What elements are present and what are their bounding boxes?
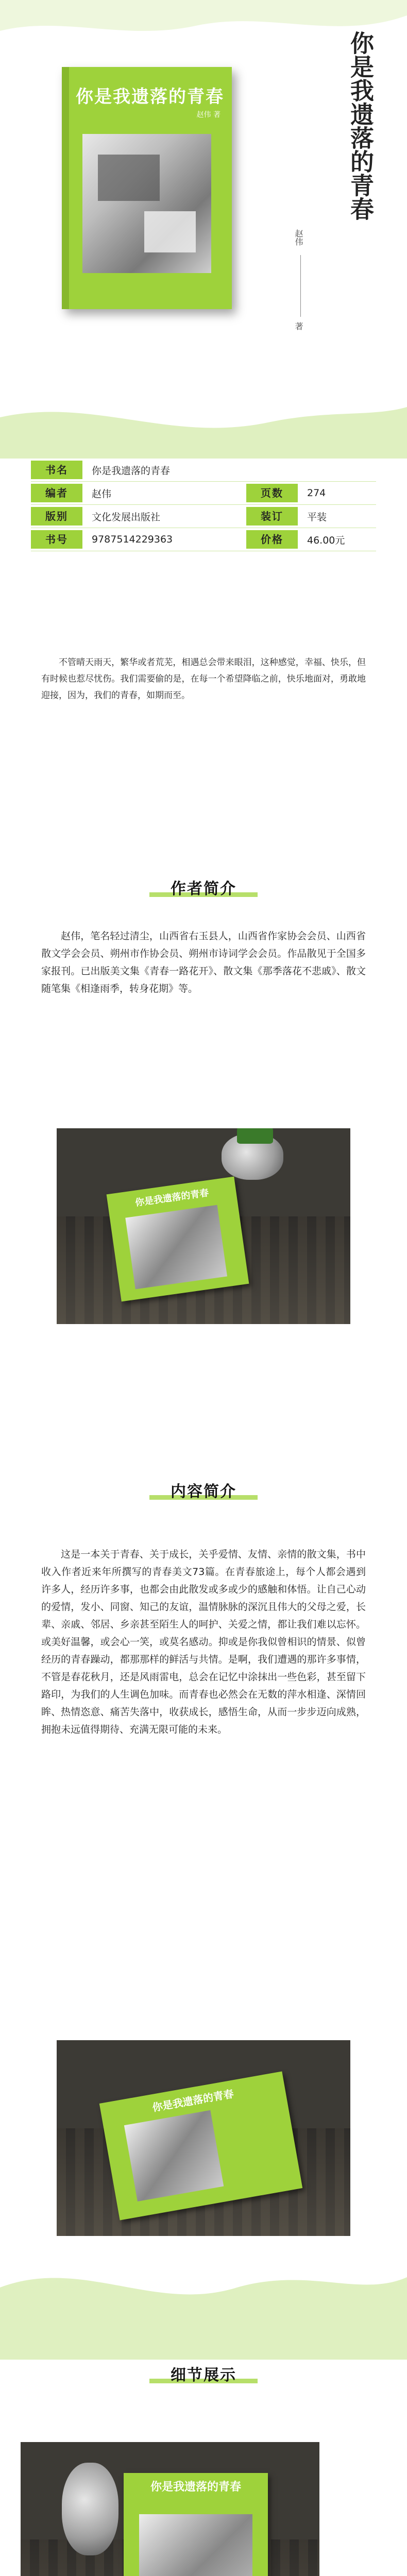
info-row-isbn	[31, 528, 376, 551]
intro-paragraph: 不管晴天雨天，繁华或者荒芜，相遇总会带来眼泪，这种感觉，幸福、快乐，但有时候也惹尽忧伤。我们需要偷的是，在每一个希望降临之前，快乐地面对，勇敢地迎接，因为，我们的青春，如期而至。	[41, 657, 366, 701]
photo-book-image	[139, 2514, 252, 2576]
detail-photo-1	[21, 2442, 319, 2576]
info-row-publisher	[31, 505, 376, 528]
product-photo-2	[57, 2040, 350, 2236]
info-label: 装订	[246, 507, 298, 526]
book-spine	[62, 67, 69, 309]
photo-book-image	[124, 2110, 224, 2201]
photo-book-title: 你是我遗落的青春	[150, 2480, 241, 2494]
content-summary: 这是一本关于青春、关于成长，关乎爱情、友情、亲情的散文集，书中收入作者近来年所撰写的青春美文73篇。在青春旅途上，每个人都会遇到许多人，经历许多事，也都会由此散发或多或少的感触和体悟。让自己心动的爱情，发小、同窗、知己的友谊，温情脉脉的深沉且伟大的父母之爱，长辈、亲戚、邻居、乡亲甚至陌生人的呵护、关爱之情，都让我们难以忘怀。或美好温馨，或会心一笑，或莫名感动。抑或是你我似曾相识的情景、似曾经历的青春躁动，都那那样的鲜活与共情。是啊，我们遭遇的那许多事情，不管是春花秋月，还是风雨雷电，总会在记忆中涂抹出一些色彩，甚至留下路印，为我们的人生调色加味。而青春也必然会在无数的萍水相逢、深情回眸、热情恣意、痛苦失落中，收获成长，感悟生命，从而一步步迈向成熟，拥抱未远值得期待、充满无限可能的未来。	[41, 1549, 366, 1735]
info-label: 版别	[31, 507, 82, 526]
photo-book	[124, 2473, 268, 2576]
info-value: 你是我遗落的青春	[92, 465, 171, 477]
info-label: 书名	[31, 461, 82, 479]
photo-vase	[62, 2463, 118, 2555]
info-value: 平装	[307, 511, 327, 523]
cover-photo	[82, 134, 211, 273]
info-label: 页数	[246, 484, 298, 502]
cover-author: 赵伟 著	[196, 111, 221, 119]
book-info-table	[31, 459, 376, 551]
info-value: 赵伟	[92, 488, 112, 500]
info-row-editor	[31, 482, 376, 505]
info-value: 文化发展出版社	[92, 511, 161, 523]
green-wave-divider	[0, 2257, 407, 2360]
green-wave-divider	[0, 397, 407, 459]
cover-title: 你是我遗落的青春	[76, 87, 224, 107]
section-title-author: 作者简介	[171, 880, 236, 898]
photo-book	[107, 1177, 249, 1302]
cover-photo-shade	[98, 155, 160, 201]
hero-section	[0, 0, 407, 412]
product-photo-1	[57, 1128, 350, 1324]
section-title-content: 内容简介	[171, 1483, 236, 1501]
vertical-author-suffix: 著	[294, 322, 303, 330]
vertical-title: 你是我遗落的青春	[347, 31, 375, 221]
info-value: 46.00元	[307, 534, 345, 546]
info-label: 书号	[31, 530, 82, 549]
author-divider-line	[300, 255, 301, 317]
photo-book-title: 你是我遗落的青春	[134, 1187, 210, 1209]
photo-plant	[237, 1128, 273, 1144]
cover-photo-highlight	[144, 211, 196, 252]
info-label: 价格	[246, 530, 298, 549]
photo-book-title: 你是我遗落的青春	[151, 2087, 235, 2114]
info-row-title	[31, 459, 376, 482]
photo-book-image	[125, 1205, 227, 1290]
author-bio: 赵伟，笔名轻过清尘，山西省右玉县人，山西省作家协会会员、山西省散文学会会员、朔州市作协会员、朔州市诗词学会会员。作品散见于全国多家报刊。已出版美文集《青春一路花开》、散文集《那季落花不悲戚》、散文随笔集《相逢雨季，转身花期》等。	[41, 930, 366, 994]
section-title-detail: 细节展示	[171, 2366, 236, 2384]
book-cover	[62, 67, 232, 309]
info-label: 编者	[31, 484, 82, 502]
info-value: 274	[307, 487, 326, 499]
vertical-author: 赵伟	[294, 229, 303, 246]
info-value: 9787514229363	[92, 534, 173, 545]
